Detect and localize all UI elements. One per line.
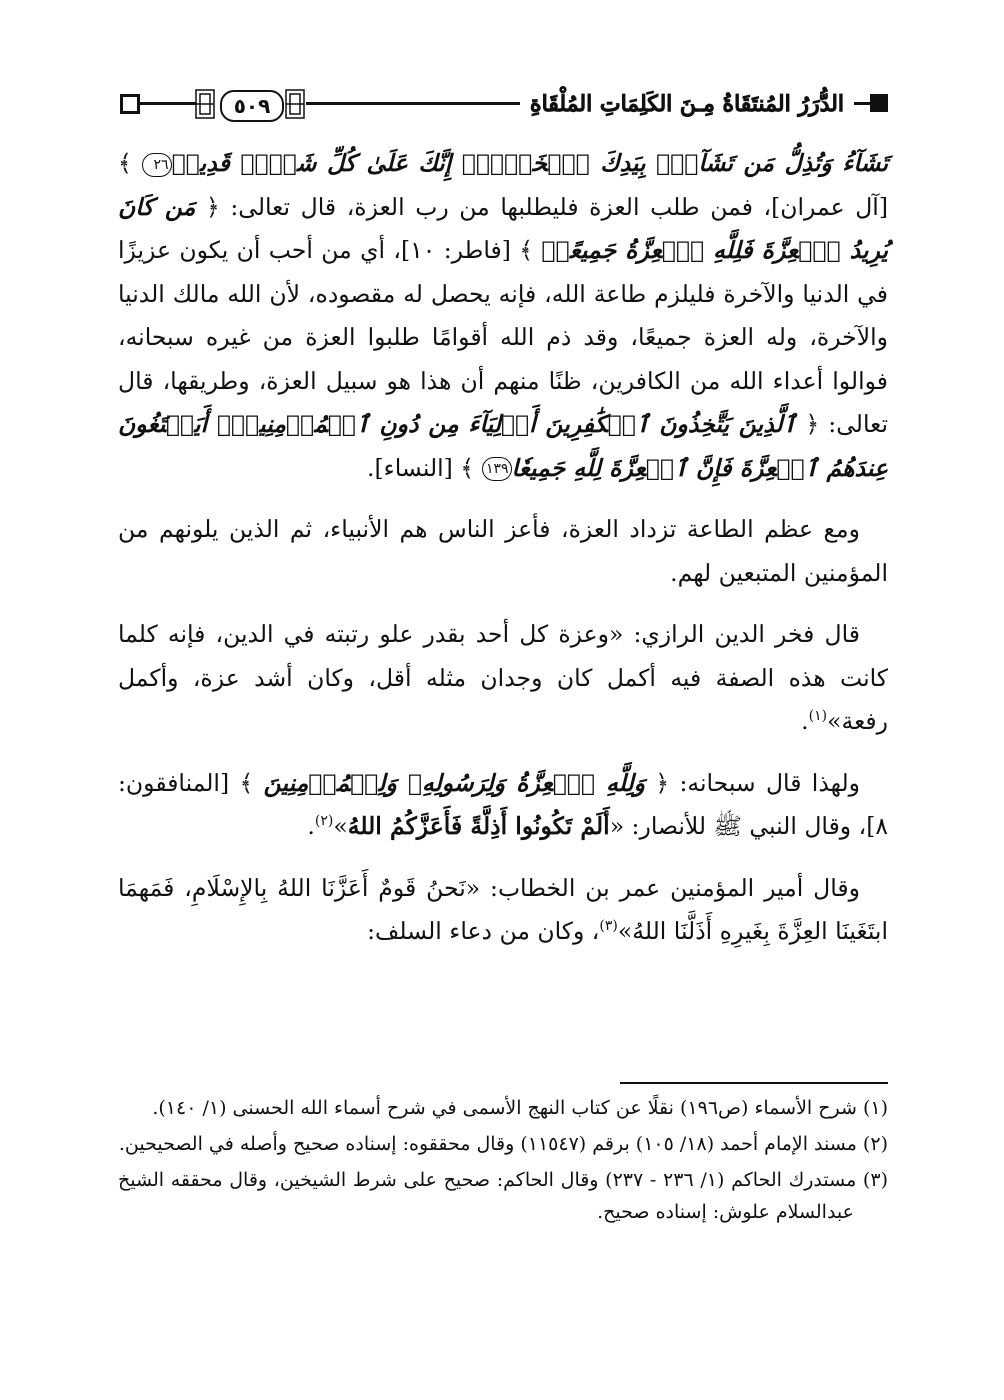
paragraph-1	[118, 142, 888, 490]
running-title-text: الدُّرَرُ المُنتَقَاةُ مِـنَ الكَلِمَاتِ المُلْقَاةِ	[530, 91, 844, 117]
quran-verse: وَلِلَّهِ ٱلۡعِزَّةُ وَلِرَسُولِهِۦ وَلِلۡمُؤۡمِنِينَ	[263, 768, 645, 797]
quran-bracket: ﴾	[452, 453, 482, 482]
text-run: قال فخر الدين الرازي: «وعزة كل أحد بقدر علو رتبته في الدين، فإنه كلما كانت هذه الصفة فيه أكمل كان وجدان مثله أقل، وكان أشد عزة، وأكمل رفعة»	[118, 620, 888, 735]
quran-bracket: ﴿	[195, 192, 220, 221]
paragraph-5	[118, 867, 888, 954]
text-run: ولهذا قال سبحانه:	[669, 768, 860, 797]
text-run: وقال أمير المؤمنين عمر بن الخطاب: «نَحنُ قَومٌ أَعَزَّنَا اللهُ بِالإِسْلَامِ، فَمَهمَا ابتَغَينَا العِزَّةَ بِغَيرِهِ أَذَلَّنَا اللهُ»	[118, 873, 888, 945]
text-run: .	[801, 707, 809, 735]
quran-bracket: ﴾	[229, 768, 264, 797]
header-rule-middle	[306, 102, 538, 105]
quran-bracket: ﴿	[796, 410, 820, 438]
ayah-number-marker: ٢٦	[142, 153, 172, 177]
hadith-text: أَلَمْ تَكُونُوا أَذِلَّةً فَأَعَزَّكُمُ اللهُ	[347, 812, 610, 840]
header-rule-right	[854, 102, 870, 105]
text-run: [المنافقون: ٨]، وقال النبي ﷺ للأنصار: «	[118, 768, 888, 840]
paragraph-2	[118, 508, 888, 595]
quran-verse: ٱلَّذِينَ يَتَّخِذُونَ ٱلۡكَٰفِرِينَ أَوۡلِيَآءَ مِن دُونِ ٱلۡمُؤۡمِنِينَۚ أَيَبۡتَغُونَ عِندَهُمُ ٱلۡعِزَّةَ فَإِنَّ ٱلۡعِزَّةَ لِلَّهِ جَمِيعٗا	[118, 410, 888, 482]
quran-bracket: ﴿	[644, 768, 670, 797]
quran-bracket: ﴾	[510, 236, 542, 264]
quran-bracket: ﴾	[118, 149, 142, 177]
quran-verse: تَشَآءُ وَتُذِلُّ مَن تَشَآءُۖ بِيَدِكَ ٱلۡخَيۡرُۖ إِنَّكَ عَلَىٰ كُلِّ شَيۡءٖ قَدِيرٞ	[171, 149, 888, 177]
paragraph-4	[118, 762, 888, 849]
text-run: ، وكان من دعاء السلف:	[367, 917, 600, 945]
footnotes	[118, 1092, 888, 1232]
ayah-number-marker: ١٣٩	[482, 457, 512, 481]
footnote-2: (٢) مسند الإمام أحمد (١٨/ ١٠٥) برقم (١١٥٤٧) وقال محققوه: إسناده صحيح وأصله في الصحيحين.	[118, 1133, 888, 1155]
main-text	[118, 142, 888, 954]
page-header	[118, 84, 888, 124]
paragraph-3	[118, 613, 888, 744]
quran-verse: مَن كَانَ يُرِيدُ ٱلۡعِزَّةَ فَلِلَّهِ ٱلۡعِزَّةُ جَمِيعًاۚ	[118, 192, 888, 264]
text-run: ومع عظم الطاعة تزداد العزة، فأعز الناس هم الأنبياء، ثم الذين يلونهم من المؤمنين المتبعين لهم.	[118, 515, 888, 587]
text-run: [فاطر: ١٠]، أي من أحب أن يكون عزيزًا في الدنيا والآخرة فليلزم طاعة الله، فإنه يحصل له مقصوده، لأن الله مالك الدنيا والآخرة، وله العزة جميعًا، وقد ذم الله أقوامًا طلبوا العزة من غيره سبحانه، فوالوا أعداء الله من الكافرين، ظنًا منهم أن هذا هو سبيل العزة، وطريقها، قال تعالى:	[118, 236, 888, 438]
text-run: [آل عمران]، فمن طلب العزة فليطلبها من رب العزة، قال تعالى:	[219, 192, 888, 221]
header-rule-left	[140, 102, 196, 105]
text-run: »	[333, 812, 348, 840]
footnote-reference: (١)	[808, 708, 828, 725]
header-ornament-square-filled	[870, 94, 888, 112]
page-number: ٥٠٩	[220, 90, 284, 122]
footnote-separator	[620, 1082, 888, 1084]
running-title	[520, 86, 854, 122]
page-number-medallion	[194, 86, 306, 122]
footnote-3: (٣) مستدرك الحاكم (١/ ٢٣٦ - ٢٣٧) وقال الحاكم: صحيح على شرط الشيخين، وقال محققه الشيخ عبدالسلام علوش: إسناده صحيح.	[118, 1169, 888, 1223]
text-run: [النساء].	[367, 453, 453, 482]
header-ornament-square-hollow	[120, 94, 140, 114]
footnote-reference: (٣)	[599, 918, 618, 935]
footnote-reference: (٢)	[314, 813, 334, 830]
text-run: .	[307, 812, 315, 840]
footnote-1: (١) شرح الأسماء (ص١٩٦) نقلًا عن كتاب النهج الأسمى في شرح أسماء الله الحسنى (١/ ١٤٠).	[152, 1097, 888, 1119]
